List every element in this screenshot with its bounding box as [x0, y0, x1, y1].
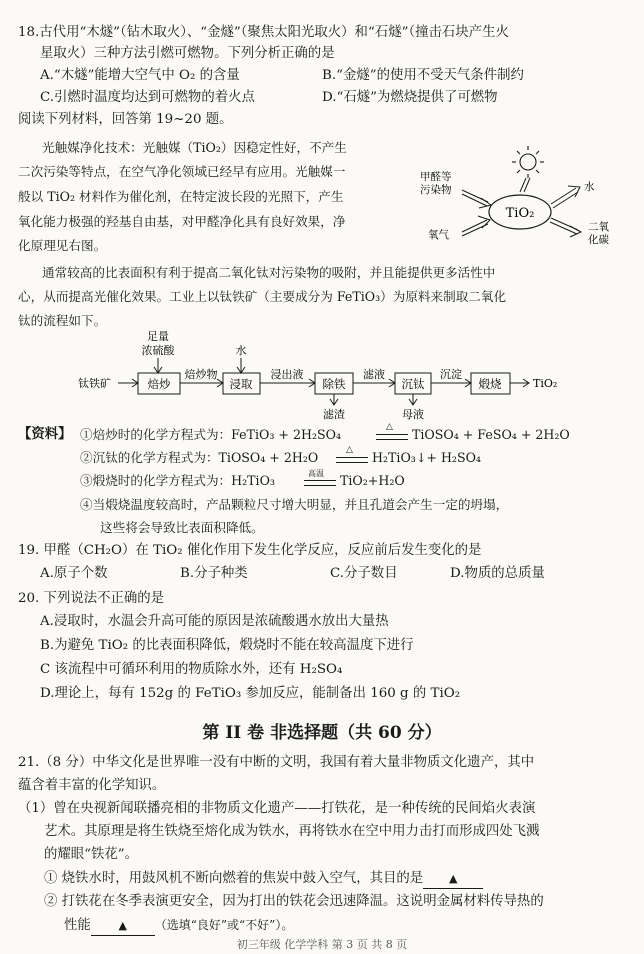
- q18-option-a: A.“木燧”能增大空气中 O₂ 的含量: [40, 68, 240, 83]
- q21-stem-line1: 21.（8 分）中华文化是世界唯一没有中断的文明，我国有着大量非物质文化遗产，其中: [18, 755, 535, 770]
- page-footer: 初三年级 化学学科 第 3 页 共 8 页: [236, 938, 408, 951]
- q21-stem-line2: 蕴含着丰富的化学知识。: [18, 778, 166, 793]
- q19-option-d: D.物质的总质量: [450, 566, 545, 581]
- intermediate-1: 焙炒物: [184, 368, 218, 381]
- note-3-equals: [304, 480, 336, 486]
- reagent-1-line1: 足量: [147, 330, 169, 343]
- q19-option-c: C.分子数目: [330, 566, 398, 581]
- q18-option-c: C.引燃时温度均达到可燃物的着火点: [40, 90, 255, 105]
- q20-option-a: A.浸取时，水温会升高可能的原因是浓硫酸遇水放出大量热: [40, 614, 389, 629]
- note-2-right: H₂TiO₃↓+ H₂SO₄: [372, 450, 481, 465]
- q18-option-b: B.“金燧”的使用不受天气条件制约: [322, 68, 524, 83]
- step-ti-precipitation: 沉钛: [401, 377, 425, 391]
- q21-part1-line3: 的耀眼“铁花”。: [44, 847, 139, 862]
- note-4-line2: 这些将会导致比表面积降低。: [100, 520, 264, 535]
- step-leaching: 浸取: [229, 377, 253, 391]
- section-2-title: 第 II 卷 非选择题（共 60 分）: [202, 723, 442, 743]
- note-1-condition: △: [386, 422, 393, 432]
- note-1-left: ①焙炒时的化学方程式为：FeTiO₃ + 2H₂SO₄: [80, 427, 342, 442]
- q21-sub2-line2: [64, 916, 293, 936]
- step-calcination: 煅烧: [478, 377, 502, 391]
- photocatalysis-diagram: [418, 140, 618, 252]
- material-p1-line5: 化原理见右图。: [18, 238, 107, 253]
- reading-intro: 阅读下列材料，回答第 19~20 题。: [18, 112, 233, 127]
- q21-sub2-text: 性能: [64, 918, 91, 933]
- q21-sub1-text: ① 烧铁水时，用鼓风机不断向燃着的焦炭中鼓入空气，其目的是: [44, 871, 424, 886]
- q21-sub1: [44, 870, 483, 889]
- note-1-right: TiOSO₄ + FeSO₄ + 2H₂O: [412, 427, 570, 442]
- material-p2-line3: 钛的流程如下。: [18, 313, 107, 328]
- note-2-left: ②沉钛的化学方程式为：TiOSO₄ + 2H₂O: [80, 450, 319, 465]
- input-arrows: [462, 190, 491, 236]
- note-3-left: ③煅烧时的化学方程式为：H₂TiO₃: [80, 473, 275, 488]
- blank-marker-1: ▲: [448, 872, 458, 885]
- intermediate-2: 浸出液: [270, 368, 304, 381]
- q19-option-a: A.原子个数: [40, 566, 108, 581]
- q21-sub2-line1: ② 打铁花在冬季表演更安全，因为打出的铁花会迅速降温。这说明金属材料传导热的: [44, 894, 544, 909]
- q18-stem-line1: 18.古代用“木燧”（钻木取火）、“金燧”（聚焦太阳光取火）和“石燧”（撞击石块产生火: [18, 25, 509, 40]
- flow-product: TiO₂: [533, 377, 558, 390]
- note-2-condition: △: [346, 445, 353, 455]
- output-arrows: [550, 186, 581, 237]
- intermediate-4: 沉淀: [440, 368, 462, 381]
- q20-option-b: B.为避免 TiO₂ 的比表面积降低，煅烧时不能在较高温度下进行: [40, 638, 414, 653]
- note-3-condition: 高温: [308, 469, 324, 478]
- q21-part1-line1: （1）曾在央视新闻联播亮相的非物质文化遗产——打铁花，是一种传统的民间焰火表演: [18, 801, 536, 816]
- water-label: 水: [584, 181, 595, 193]
- q19-option-b: B.分子种类: [180, 566, 248, 581]
- reagent-1-line2: 浓硫酸: [141, 344, 175, 357]
- q18-stem-line2: 星取火）三种方法引燃可燃物。下列分析正确的是: [40, 46, 335, 61]
- process-flow-diagram: [78, 330, 568, 422]
- q21-sub2-choice: （选填“良好”或“不好”）。: [154, 918, 294, 932]
- q20-stem: 20. 下列说法不正确的是: [18, 591, 165, 606]
- q19-stem: 19. 甲醛（CH₂O）在 TiO₂ 催化作用下发生化学反应，反应前后发生变化的是: [18, 543, 482, 558]
- oxygen-label: 氧气: [428, 229, 449, 241]
- note-2-equals: [336, 457, 368, 463]
- notes-label: 【资料】: [18, 426, 72, 442]
- note-3-right: TiO₂+H₂O: [340, 473, 405, 488]
- co2-label-2: 化碳: [588, 234, 609, 246]
- light-arrow: [520, 178, 530, 192]
- q20-option-d: D.理论上，每有 152g 的 FeTiO₃ 参加反应，能制备出 160 g 的 TiO₂: [40, 686, 461, 701]
- material-p1-line1: 光触媒净化技术：光触媒（TiO₂）因稳定性好，不产生: [42, 140, 347, 155]
- q21-part1-line2: 艺术。其原理是将生铁烧至熔化成为铁水，再将铁水在空中用力击打而形成四处飞溅: [44, 824, 540, 839]
- note-1-equals: [376, 434, 408, 440]
- material-p1-line3: 般以 TiO₂ 材料作为催化剂，在特定波长段的光照下，产生: [18, 189, 344, 204]
- flow-start: 钛铁矿: [78, 377, 111, 390]
- sun-icon: [512, 146, 544, 178]
- q18-option-d: D.“石燧”为燃烧提供了可燃物: [322, 90, 498, 105]
- reagent-2: 水: [235, 344, 247, 357]
- waste-residue: 滤渣: [323, 408, 345, 421]
- material-p2-line2: 心，从而提高光催化效果。工业上以钛铁矿（主要成分为 FeTiO₃）为原料来制取二氧化: [18, 289, 507, 304]
- material-p1-line2: 二次污染等特点，在空气净化领域已经早有应用。光触媒一: [18, 164, 346, 179]
- material-p1-line4: 氧化能力极强的羟基自由基，对甲醛净化具有良好效果，净: [18, 214, 346, 229]
- answer-blank-2[interactable]: [91, 917, 155, 936]
- blank-marker-2: ▲: [118, 919, 128, 932]
- waste-mother-liquor: 母液: [402, 408, 424, 421]
- step-iron-removal: 除铁: [322, 377, 346, 391]
- q20-option-c: C 该流程中可循环利用的物质除水外，还有 H₂SO₄: [40, 662, 343, 677]
- co2-label-1: 二氧: [588, 221, 609, 233]
- answer-blank-1[interactable]: [423, 870, 483, 889]
- pollutant-label-2: 污染物: [420, 184, 452, 196]
- material-p2-line1: 通常较高的比表面积有利于提高二氧化钛对污染物的吸附，并且能提供更多活性中: [42, 265, 496, 280]
- note-4-line1: ④当煅烧温度较高时，产品颗粒尺寸增大明显，并且孔道会产生一定的坍塌，: [80, 497, 509, 512]
- intermediate-3: 滤液: [363, 368, 385, 381]
- step-roasting: 焙炒: [147, 377, 171, 391]
- pollutant-label-1: 甲醛等: [420, 171, 452, 183]
- tio2-label: TiO₂: [505, 206, 535, 221]
